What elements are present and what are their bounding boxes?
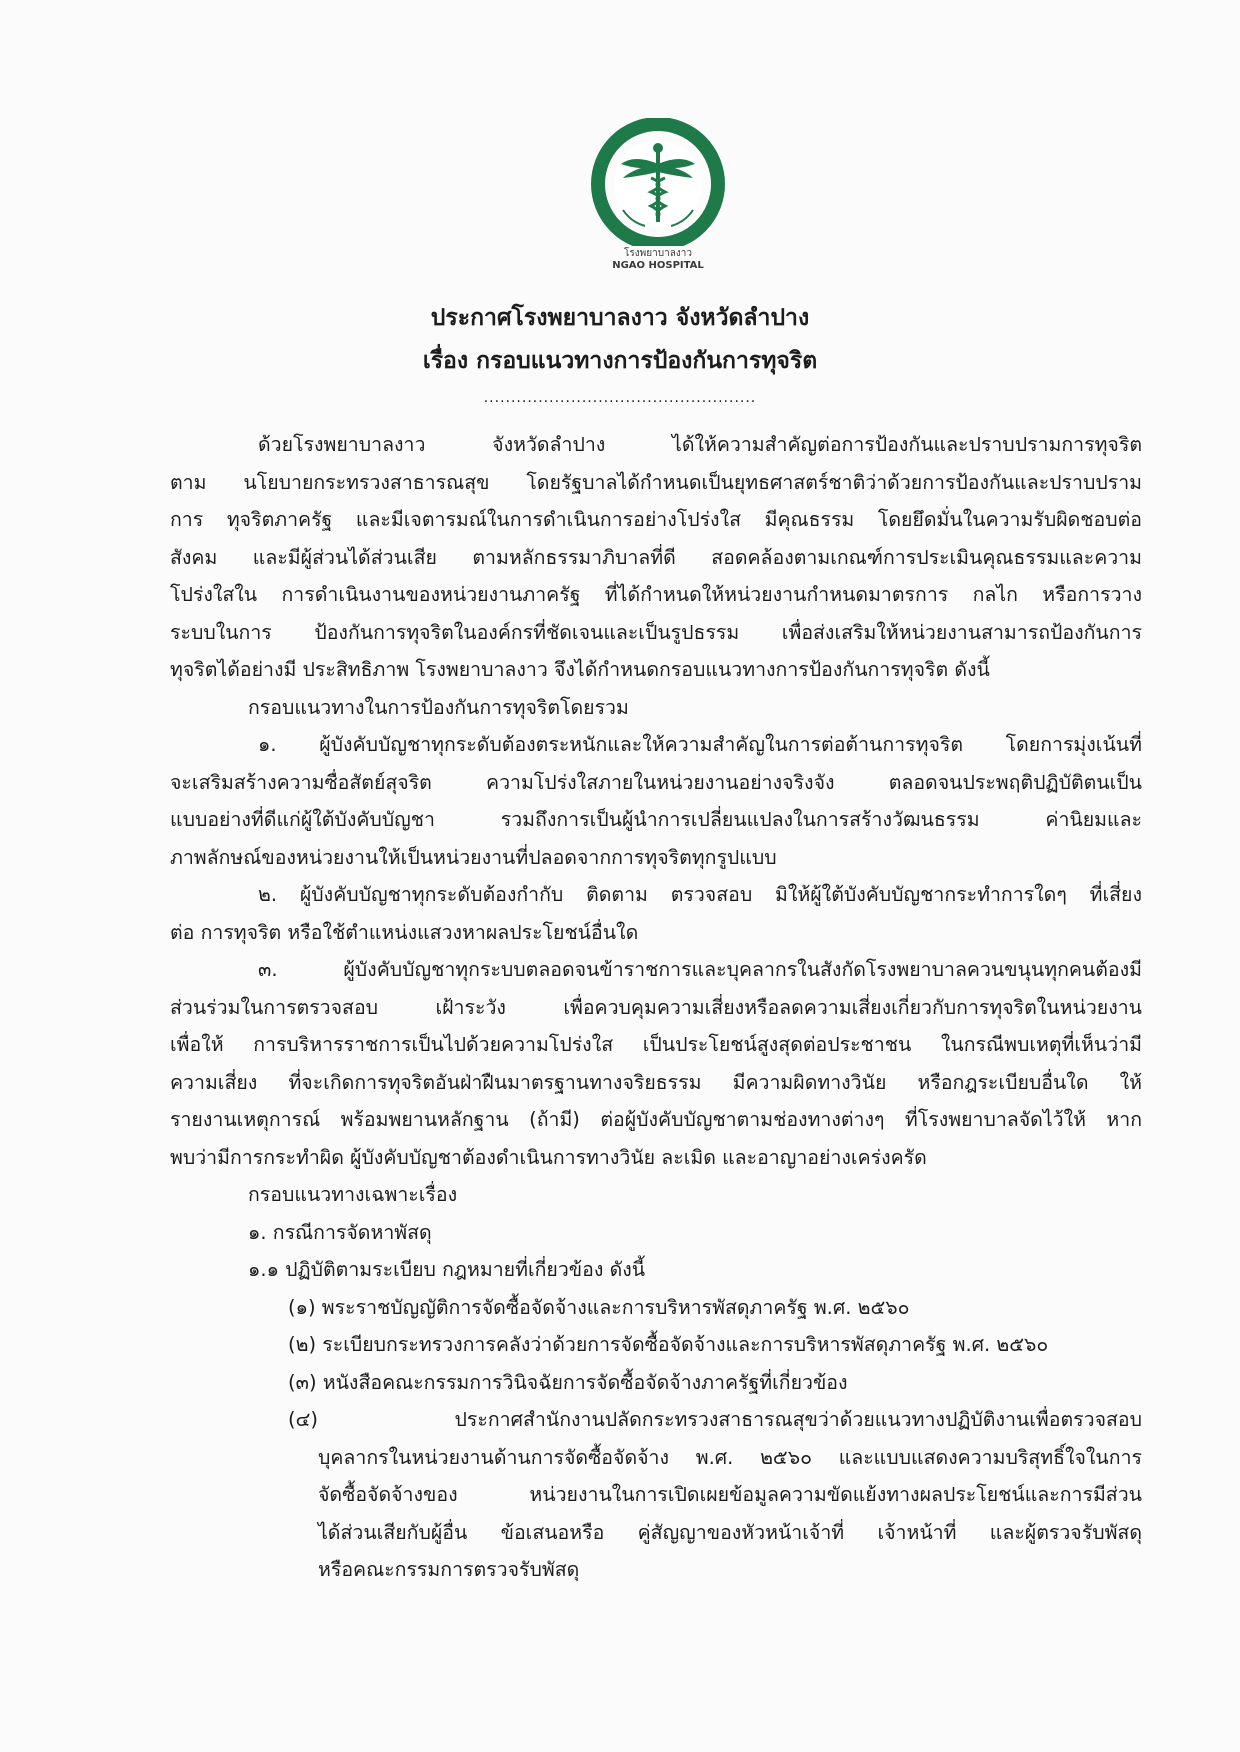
announcement-subject: เรื่อง กรอบแนวทางการป้องกันการทุจริต bbox=[422, 348, 818, 374]
regulation-item-cont: บุคลากรในหน่วยงานด้านการจัดซื้อจัดจ้าง พ.ศ. ๒๕๖๐ และแบบแสดงความบริสุทธิ์ใจในการ bbox=[318, 1445, 1142, 1469]
item1-line: จะเสริมสร้างความซื่อสัตย์สุจริต ความโปร่งใสภายในหน่วยงานอย่างจริงจัง ตลอดจนประพฤติปฏิบัติตนเป็น bbox=[170, 770, 1142, 794]
intro-line: ทุจริตได้อย่างมี ประสิทธิภาพ โรงพยาบาลงาว จึงได้กำหนดกรอบแนวทางการป้องกันการทุจริต ดังนี้ bbox=[170, 658, 990, 681]
ministry-logo bbox=[578, 118, 738, 272]
regulation-item: (๑) พระราชบัญญัติการจัดซื้อจัดจ้างและการบริหารพัสดุภาครัฐ พ.ศ. ๒๕๖๐ bbox=[288, 1295, 910, 1319]
hospital-name-en: NGAO HOSPITAL bbox=[612, 260, 704, 271]
intro-line: ตาม นโยบายกระทรวงสาธารณสุข โดยรัฐบาลได้กำหนดเป็นยุทธศาสตร์ชาติว่าด้วยการป้องกันและปราบปราม bbox=[170, 470, 1142, 494]
item3-line: ความเสี่ยง ที่จะเกิดการทุจริตอันฝ่าฝืนมาตรฐานทางจริยธรรม มีความผิดทางวินัย หรือกฎระเบียบอื่นใด ให้ bbox=[170, 1070, 1142, 1094]
separator-line: .................................................. bbox=[483, 390, 757, 406]
regulation-item: (๓) หนังสือคณะกรรมการวินิจฉัยการจัดซื้อจัดจ้างภาครัฐที่เกี่ยวข้อง bbox=[288, 1370, 848, 1394]
regulation-item: (๒) ระเบียบกระทรวงการคลังว่าด้วยการจัดซื้อจัดจ้างและการบริหารพัสดุภาครัฐ พ.ศ. ๒๕๖๐ bbox=[288, 1333, 1049, 1356]
intro-line: สังคม และมีผู้ส่วนได้ส่วนเสีย ตามหลักธรรมาภิบาลที่ดี สอดคล้องตามเกณฑ์การประเมินคุณธรรมและความ bbox=[170, 545, 1142, 569]
regulation-item-cont: ได้ส่วนเสียกับผู้อื่น ข้อเสนอหรือ คู่สัญญาของหัวหน้าเจ้าที่ เจ้าหน้าที่ และผู้ตรวจรับพัสดุ bbox=[318, 1520, 1142, 1544]
document-body bbox=[170, 426, 1142, 1589]
section-heading-specific: กรอบแนวทางเฉพาะเรื่อง bbox=[248, 1183, 458, 1206]
announcement-title: ประกาศโรงพยาบาลงาว จังหวัดลำปาง bbox=[430, 305, 810, 331]
intro-line: โปร่งใสใน การดำเนินงานของหน่วยงานภาครัฐ ที่ได้กำหนดให้หน่วยงานกำหนดมาตรการ กลไก หรือการวาง bbox=[170, 583, 1142, 606]
case-subheading: ๑.๑ ปฏิบัติตามระเบียบ กฎหมายที่เกี่ยวข้อง ดังนี้ bbox=[248, 1258, 646, 1281]
intro-line: ระบบในการ ป้องกันการทุจริตในองค์กรที่ชัดเจนและเป็นรูปธรรม เพื่อส่งเสริมให้หน่วยงานสามารถป้องกันการ bbox=[170, 620, 1142, 644]
item3-line: เพื่อให้ การบริหารราชการเป็นไปด้วยความโปร่งใส เป็นประโยชน์สูงสุดต่อประชาชน ในกรณีพบเหตุที่เห็นว่ามี bbox=[170, 1033, 1142, 1056]
item2-line: ๒. ผู้บังคับบัญชาทุกระดับต้องกำกับ ติดตาม ตรวจสอบ มิให้ผู้ใต้บังคับบัญชากระทำการใดๆ ที่เสี่ยง bbox=[258, 883, 1142, 906]
item3-line: รายงานเหตุการณ์ พร้อมพยานหลักฐาน (ถ้ามี) ต่อผู้บังคับบัญชาตามช่องทางต่างๆ ที่โรงพยาบาลจัดไว้ให้ หาก bbox=[170, 1108, 1142, 1131]
item1-line: แบบอย่างที่ดีแก่ผู้ใต้บังคับบัญชา รวมถึงการเป็นผู้นำการเปลี่ยนแปลงในการสร้างวัฒนธรรม ค่านิยมและ bbox=[170, 808, 1142, 831]
intro-line: ด้วยโรงพยาบาลงาว จังหวัดลำปาง ได้ให้ความสำคัญต่อการป้องกันและปราบปรามการทุจริต bbox=[258, 433, 1142, 456]
item1-line: ภาพลักษณ์ของหน่วยงานให้เป็นหน่วยงานที่ปลอดจากการทุจริตทุกรูปแบบ bbox=[170, 845, 777, 869]
item3-line: ส่วนร่วมในการตรวจสอบ เฝ้าระวัง เพื่อควบคุมความเสี่ยงหรือลดความเสี่ยงเกี่ยวกับการทุจริตในหน่วยงาน bbox=[170, 995, 1142, 1019]
regulation-item: (๔) ประกาศสำนักงานปลัดกระทรวงสาธารณสุขว่าด้วยแนวทางปฏิบัติงานเพื่อตรวจสอบ bbox=[288, 1408, 1142, 1431]
intro-line: การ ทุจริตภาครัฐ และมีเจตารมณ์ในการดำเนินการอย่างโปร่งใส มีคุณธรรม โดยยึดมั่นในความรับผิดชอบต่อ bbox=[170, 508, 1142, 531]
regulation-item-cont: หรือคณะกรรมการตรวจรับพัสดุ bbox=[318, 1558, 580, 1581]
section-heading-overall: กรอบแนวทางในการป้องกันการทุจริตโดยรวม bbox=[248, 695, 629, 719]
item1-line: ๑. ผู้บังคับบัญชาทุกระดับต้องตระหนักและให้ความสำคัญในการต่อต้านการทุจริต โดยการมุ่งเน้นที่ bbox=[258, 733, 1142, 756]
hospital-name-th: โรงพยาบาลงาว bbox=[624, 248, 692, 259]
item2-line: ต่อ การทุจริต หรือใช้ตำแหน่งแสวงหาผลประโยชน์อื่นใด bbox=[170, 920, 639, 944]
case-heading: ๑. กรณีการจัดหาพัสดุ bbox=[248, 1220, 432, 1244]
regulation-item-cont: จัดซื้อจัดจ้างของ หน่วยงานในการเปิดเผยข้อมูลความขัดแย้งทางผลประโยชน์และการมีส่วน bbox=[318, 1483, 1142, 1506]
item3-line: ๓. ผู้บังคับบัญชาทุกระบบตลอดจนข้าราชการและบุคลากรในสังกัดโรงพยาบาลควนขนุนทุกคนต้องมี bbox=[258, 958, 1142, 981]
item3-line: พบว่ามีการกระทำผิด ผู้บังคับบัญชาต้องดำเนินการทางวินัย ละเมิด และอาญาอย่างเคร่งครัด bbox=[170, 1145, 927, 1169]
ministry-seal-icon bbox=[583, 118, 733, 246]
